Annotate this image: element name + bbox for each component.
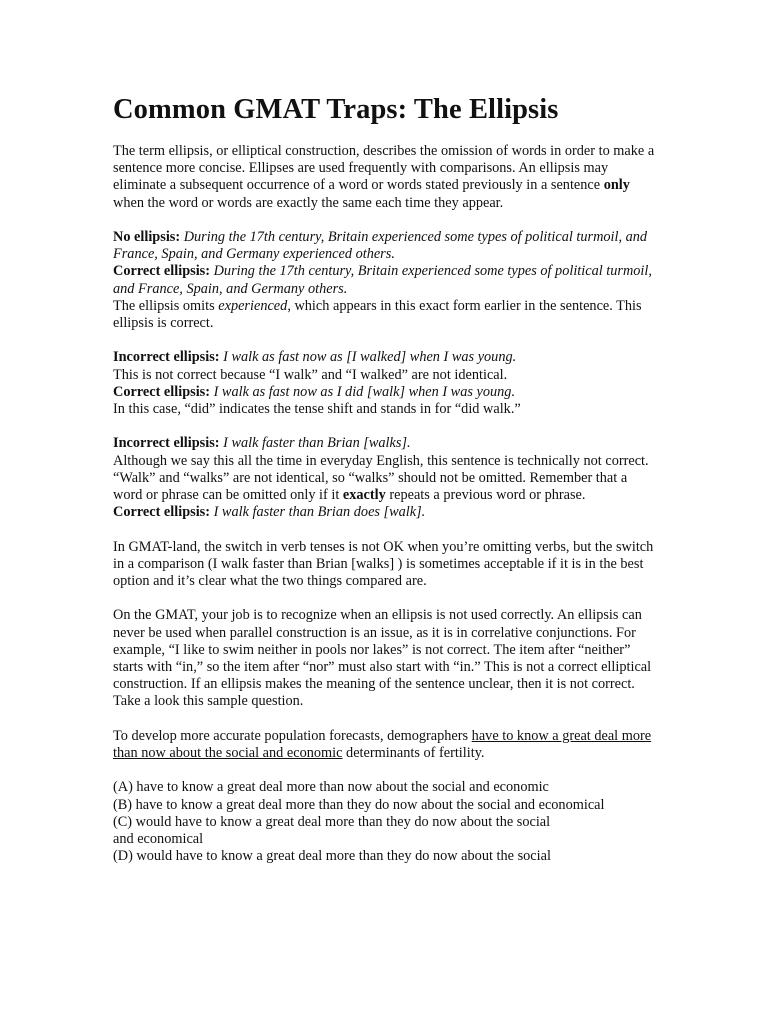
sample-question: To develop more accurate population forecasts, demographers have to know a great deal more than now about the social and economic determinants of fertility. — [113, 727, 652, 762]
example3-explanation: Although we say this all the time in everyday English, this sentence is technically not correct. “Walk” and “walks” are not identical, so “walks” should not be omitted. Remember that a word or phrase can be omitted only if it exactly repeats a previous word or phrase. — [113, 452, 649, 504]
option-b: (B) have to know a great deal more than they do now about the social and economical — [113, 796, 605, 813]
option-d: (D) would have to know a great deal more than they do now about the social — [113, 848, 551, 865]
example1-correct-ellipsis: Correct ellipsis: During the 17th century, Britain experienced some types of political turmoil, and France, Spain, and Germany others. — [113, 263, 652, 297]
example2-explanation2: In this case, “did” indicates the tense shift and stands in for “did walk.” — [113, 401, 521, 418]
on-the-gmat-paragraph: On the GMAT, your job is to recognize when an ellipsis is not used correctly. An ellipsis can never be used when parallel construction is an issue, as it is in correlative conjunctions. For example, “I like to swim neither in pools nor lakes” is not correct. The item after “neither” starts with “in,” so the item after “nor” must also start with “in.” This is not a correct elliptical construction. If an ellipsis makes the meaning of the sentence unclear, then it is not correct. Take a look this sample question. — [113, 607, 652, 710]
example1-explanation: The ellipsis omits experienced, which appears in this exact form earlier in the sentence. This ellipsis is correct. — [113, 297, 642, 332]
gmat-land-paragraph: In GMAT-land, the switch in verb tenses is not OK when you’re omitting verbs, but the switch in a comparison (I walk faster than Brian [walks] ) is sometimes acceptable if it is in the best option and it’s clear what the two things compared are. — [113, 538, 654, 590]
example1-no-ellipsis: No ellipsis: During the 17th century, Britain experienced some types of political turmoil, and France, Spain, and Germany experienced others. — [113, 229, 648, 263]
answer-options — [113, 779, 658, 865]
option-c-line1: (C) would have to know a great deal more than they do now about the social — [113, 813, 551, 830]
underlined-portion: have to know a great deal more than now about the social and economic — [113, 727, 652, 762]
example3-correct-ellipsis: Correct ellipsis: I walk faster than Brian does [walk]. — [113, 504, 426, 521]
example2-incorrect-ellipsis: Incorrect ellipsis: I walk as fast now as [I walked] when I was young. — [113, 349, 517, 366]
option-c-line2: and economical — [113, 831, 204, 848]
page-title: Common GMAT Traps: The Ellipsis — [113, 94, 559, 125]
example3-incorrect-ellipsis: Incorrect ellipsis: I walk faster than Brian [walks]. — [113, 435, 411, 452]
example2-explanation1: This is not correct because “I walk” and “I walked” are not identical. — [113, 366, 508, 383]
option-a: (A) have to know a great deal more than now about the social and economic — [113, 779, 549, 796]
document-body — [113, 143, 658, 865]
intro-paragraph: The term ellipsis, or elliptical construction, describes the omission of words in order to make a sentence more concise. Ellipses are used frequently with comparisons. An ellipsis may eliminate a subsequent occurrence of a word or words stated previously in a sentence only when the word or words are exactly the same each time they appear. — [113, 143, 655, 211]
example2-correct-ellipsis: Correct ellipsis: I walk as fast now as I did [walk] when I was young. — [113, 383, 516, 400]
